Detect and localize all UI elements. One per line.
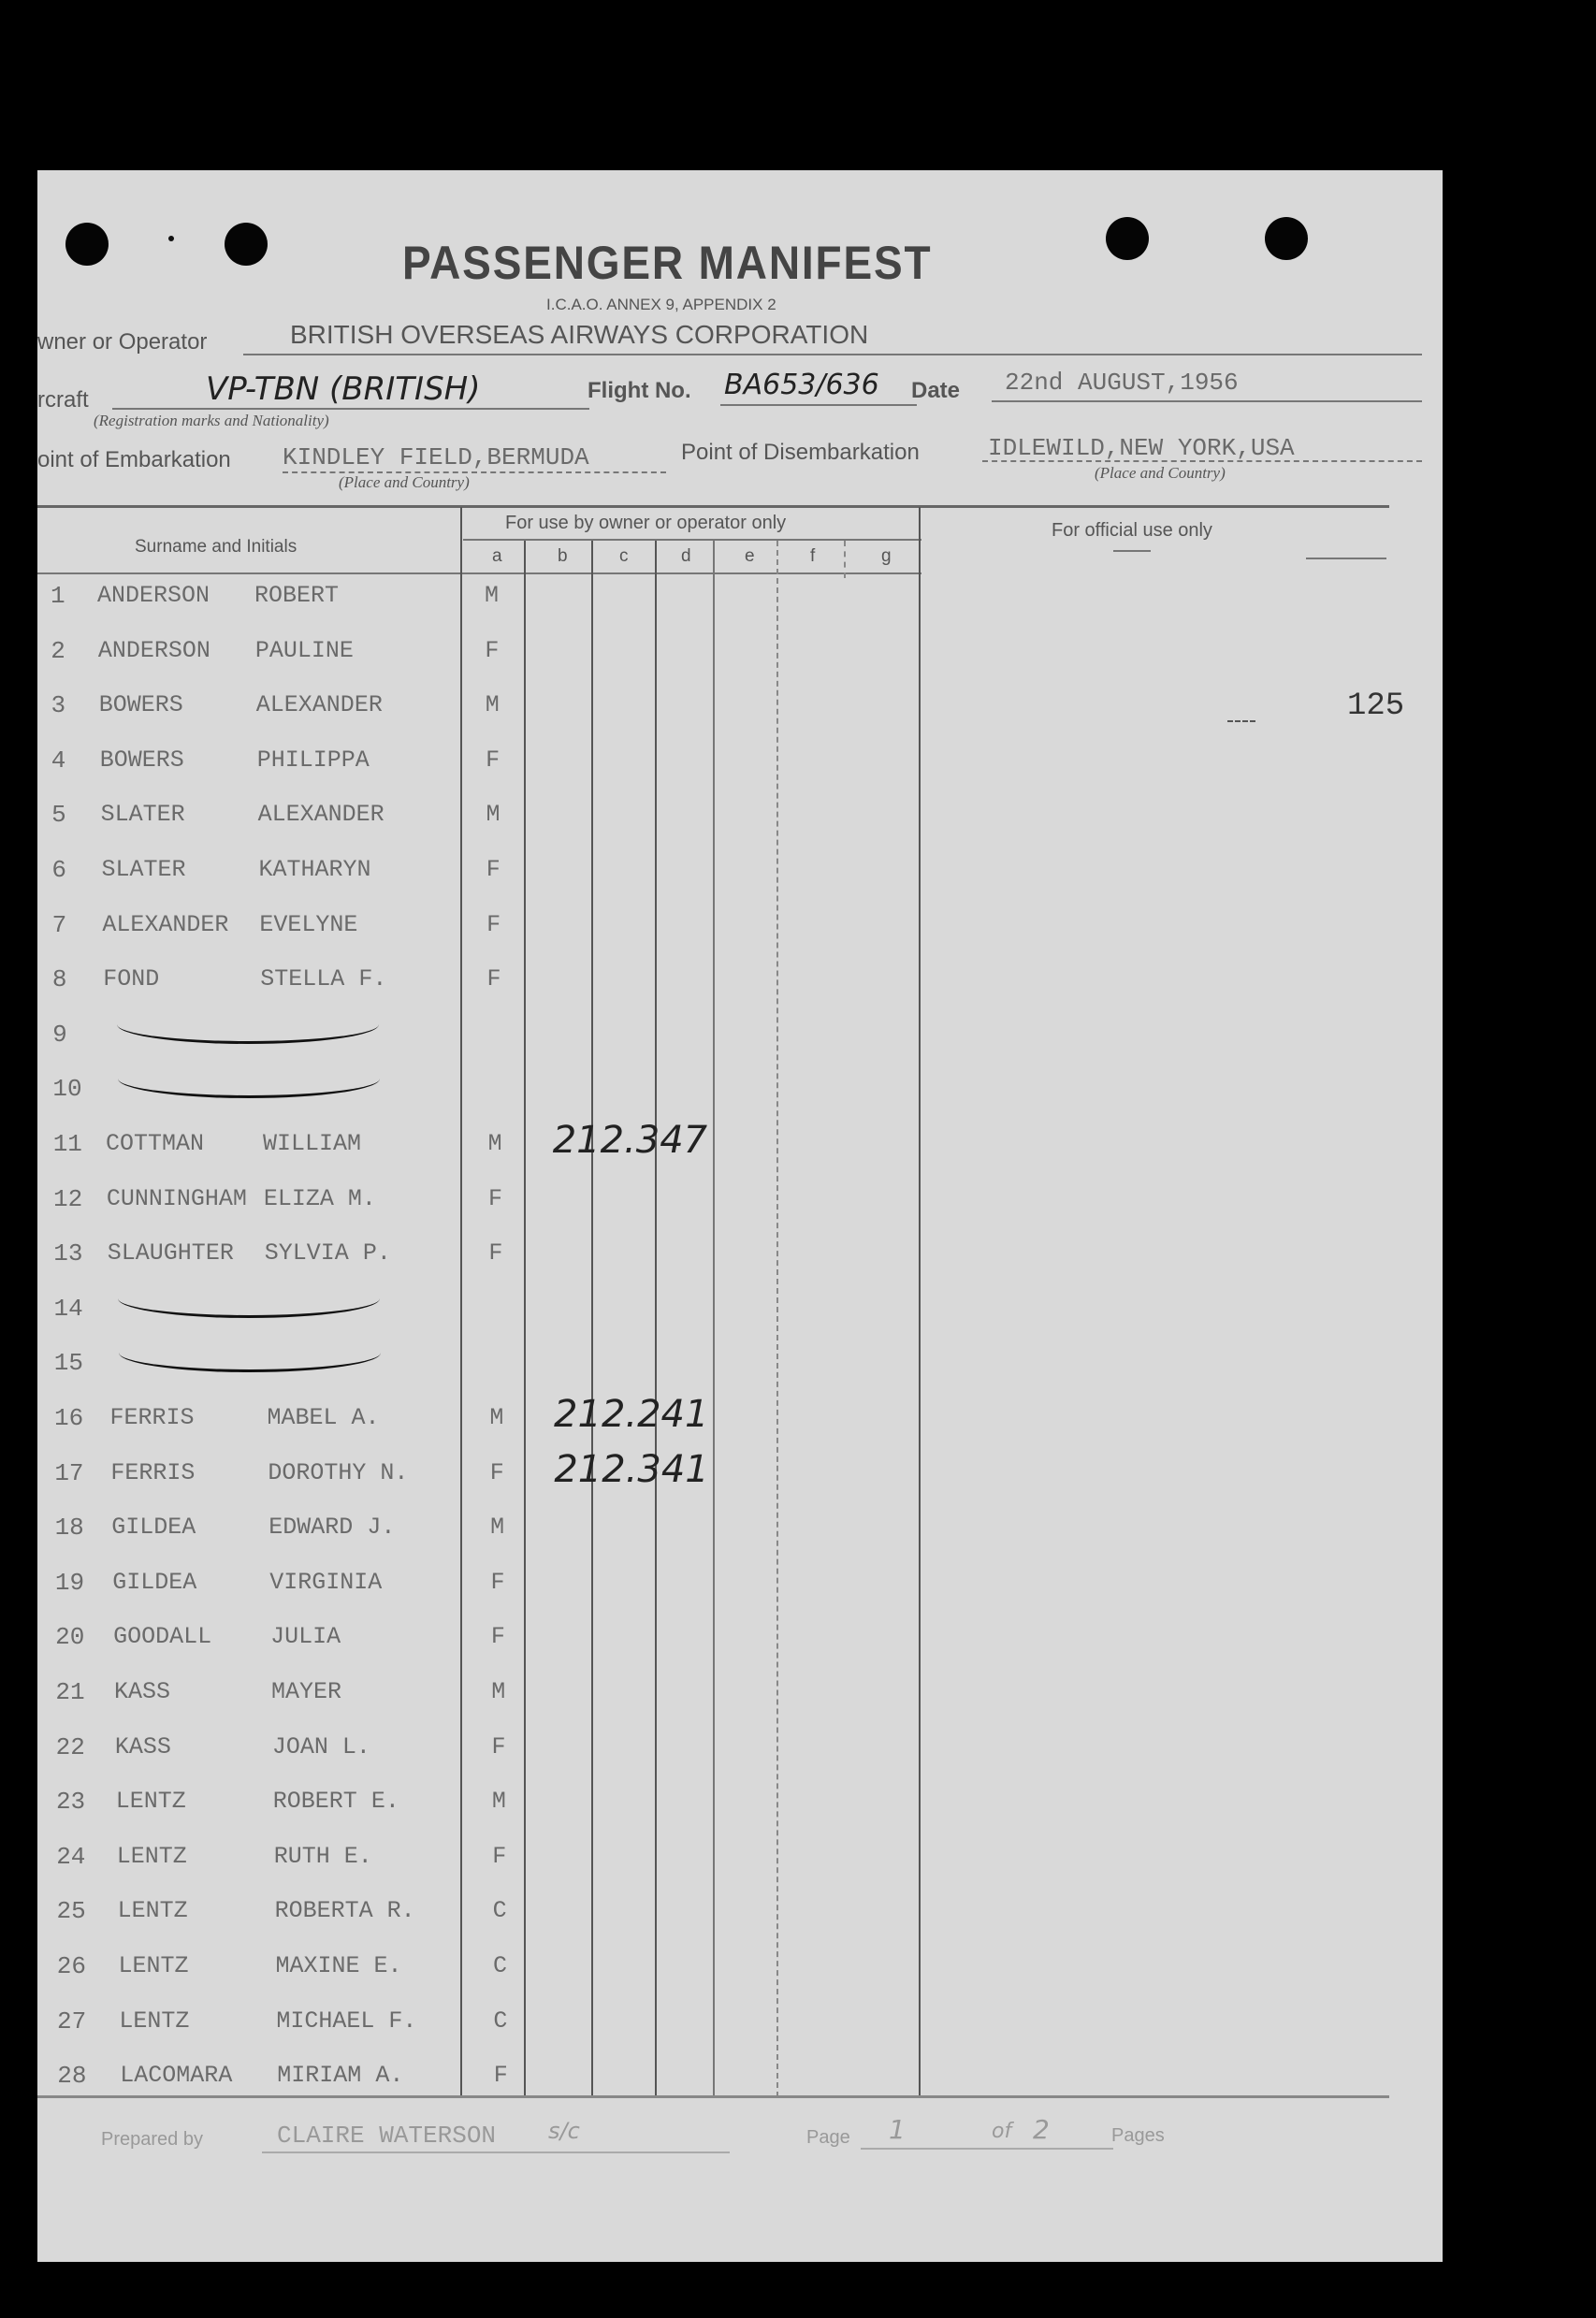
surname: FERRIS xyxy=(110,1458,196,1486)
header-bottom-rule xyxy=(37,572,921,574)
first-name: PHILIPPA xyxy=(256,746,370,774)
sex-code: F xyxy=(488,1239,503,1268)
surname: COTTMAN xyxy=(106,1130,205,1157)
row-number: 14 xyxy=(53,1294,83,1323)
table-row xyxy=(37,1185,1443,1223)
surname: LENTZ xyxy=(118,1952,189,1979)
sex-code: F xyxy=(486,910,501,938)
first-name: EVELYNE xyxy=(259,910,358,938)
surname: KASS xyxy=(114,1678,171,1705)
aircraft-label: rcraft xyxy=(37,387,89,413)
first-name: ALEXANDER xyxy=(255,691,383,719)
sex-code: F xyxy=(491,1732,506,1760)
surname: ANDERSON xyxy=(97,582,210,609)
table-row xyxy=(37,911,1443,949)
sex-code: F xyxy=(490,1568,505,1596)
surname: ANDERSON xyxy=(97,636,210,664)
table-row xyxy=(37,582,1443,619)
prepared-role: s/c xyxy=(548,2118,580,2144)
date-underline xyxy=(992,400,1422,402)
punch-mark xyxy=(168,236,174,241)
table-row xyxy=(37,856,1443,893)
table-row xyxy=(37,1075,1443,1112)
row-number: 10 xyxy=(52,1075,82,1104)
table-row xyxy=(37,691,1443,729)
surname: GILDEA xyxy=(112,1568,197,1596)
sex-code: F xyxy=(486,965,501,993)
handwritten-code: 212.341 xyxy=(554,1447,709,1491)
official-number: 125 xyxy=(1347,688,1405,724)
col-divider-f xyxy=(844,541,846,578)
sex-code: C xyxy=(493,1952,508,1979)
surname: ALEXANDER xyxy=(102,910,229,938)
surname: GOODALL xyxy=(113,1623,212,1651)
table-row xyxy=(37,1349,1443,1386)
sex-code: M xyxy=(490,1514,505,1542)
table-row xyxy=(37,1119,1443,1167)
table-row xyxy=(37,2062,1443,2099)
first-name: WILLIAM xyxy=(263,1130,362,1157)
row-number: 27 xyxy=(57,2007,87,2035)
sub-column-e: e xyxy=(745,546,755,566)
official-rule-2 xyxy=(1306,558,1386,559)
surname: KASS xyxy=(114,1732,171,1760)
owner-underline xyxy=(243,354,1422,355)
owner-header-rule xyxy=(463,539,921,541)
prepared-underline xyxy=(262,2151,730,2153)
surname: LENTZ xyxy=(119,2007,190,2035)
first-name: ROBERT xyxy=(254,582,340,609)
flight-underline xyxy=(720,404,917,406)
owner-use-header: For use by owner or operator only xyxy=(505,513,787,533)
row-number: 23 xyxy=(55,1788,86,1817)
first-name: ALEXANDER xyxy=(257,801,384,829)
owner-value: BRITISH OVERSEAS AIRWAYS CORPORATION xyxy=(290,320,869,349)
first-name: MAXINE E. xyxy=(275,1952,402,1979)
sex-code: F xyxy=(486,746,501,774)
first-name: ROBERT E. xyxy=(272,1788,399,1816)
first-name: JOAN L. xyxy=(271,1732,370,1760)
table-top-rule xyxy=(37,505,1389,508)
surname: BOWERS xyxy=(98,691,183,719)
surname: LENTZ xyxy=(117,1897,188,1925)
struck-out-line xyxy=(117,1021,379,1044)
aircraft-underline xyxy=(112,408,589,410)
sex-code: F xyxy=(490,1623,505,1651)
punch-hole-left xyxy=(65,223,109,266)
first-name: STELLA F. xyxy=(260,965,387,993)
page-label: Page xyxy=(806,2127,850,2148)
surname: SLAUGHTER xyxy=(107,1239,234,1268)
surname: FOND xyxy=(103,965,160,993)
surname: LENTZ xyxy=(115,1788,186,1816)
of-value: 2 xyxy=(1033,2114,1050,2145)
sex-code: C xyxy=(492,1897,507,1925)
row-number: 6 xyxy=(51,856,66,884)
row-number: 17 xyxy=(54,1458,84,1487)
sex-code: M xyxy=(487,1130,502,1157)
first-name: MICHAEL F. xyxy=(276,2007,417,2035)
handwritten-code: 212.241 xyxy=(554,1393,709,1436)
page-value: 1 xyxy=(889,2114,906,2145)
table-row xyxy=(37,2007,1443,2045)
prepared-value: CLAIRE WATERSON xyxy=(277,2122,497,2150)
row-number: 24 xyxy=(56,1842,86,1871)
sex-code: F xyxy=(487,1184,502,1212)
surname: SLATER xyxy=(101,856,186,883)
punch-hole-right-2 xyxy=(1265,217,1308,260)
table-row xyxy=(37,1021,1443,1058)
row-number: 4 xyxy=(51,746,66,775)
first-name: ELIZA M. xyxy=(263,1184,376,1212)
surname: CUNNINGHAM xyxy=(106,1184,247,1212)
row-number: 28 xyxy=(57,2062,87,2091)
row-number: 1 xyxy=(51,582,65,610)
page-subtitle: I.C.A.O. ANNEX 9, APPENDIX 2 xyxy=(546,296,776,313)
table-row xyxy=(37,1788,1443,1825)
row-number: 20 xyxy=(55,1623,85,1652)
first-name: JULIA xyxy=(270,1623,341,1651)
table-row xyxy=(37,746,1443,784)
table-row xyxy=(37,1843,1443,1880)
embark-value: KINDLEY FIELD,BERMUDA xyxy=(283,443,589,471)
disembark-value: IDLEWILD,NEW YORK,USA xyxy=(988,434,1295,462)
table-row xyxy=(37,1239,1443,1277)
date-value: 22nd AUGUST,1956 xyxy=(1005,369,1239,397)
row-number: 13 xyxy=(53,1239,83,1268)
sex-code: F xyxy=(486,856,501,883)
sub-column-a: a xyxy=(492,546,502,566)
table-row xyxy=(37,1623,1443,1660)
row-number: 25 xyxy=(56,1897,86,1926)
table-row xyxy=(37,1897,1443,1934)
table-row xyxy=(37,1295,1443,1332)
row-number: 15 xyxy=(53,1349,83,1378)
first-name: MAYER xyxy=(271,1678,342,1705)
aircraft-note: (Registration marks and Nationality) xyxy=(94,412,329,429)
first-name: EDWARD J. xyxy=(268,1514,396,1542)
row-number: 21 xyxy=(55,1678,85,1706)
first-name: DOROTHY N. xyxy=(268,1458,409,1486)
first-name: ROBERTA R. xyxy=(274,1897,415,1925)
sex-code: M xyxy=(486,801,501,829)
table-row xyxy=(37,1393,1443,1442)
of-label: of xyxy=(992,2120,1012,2143)
disembark-label: Point of Disembarkation xyxy=(681,440,920,465)
row-number: 9 xyxy=(52,1020,67,1049)
surname: LENTZ xyxy=(116,1842,187,1870)
row-number: 12 xyxy=(52,1184,83,1213)
row-number: 8 xyxy=(51,965,67,994)
first-name: MABEL A. xyxy=(267,1404,380,1431)
official-rule xyxy=(1113,550,1151,552)
sex-code: M xyxy=(485,582,500,609)
sub-column-f: f xyxy=(810,546,816,566)
table-row xyxy=(37,965,1443,1003)
sub-column-d: d xyxy=(681,546,691,566)
row-number: 11 xyxy=(52,1130,82,1158)
disembark-underline xyxy=(982,460,1422,462)
row-number: 5 xyxy=(51,801,66,830)
punch-hole-right xyxy=(1106,217,1149,260)
date-label: Date xyxy=(911,378,961,403)
flight-label: Flight No. xyxy=(588,378,691,403)
row-number: 26 xyxy=(56,1952,86,1980)
disembark-note: (Place and Country) xyxy=(1095,464,1226,482)
embark-label: oint of Embarkation xyxy=(37,447,231,472)
page-title: PASSENGER MANIFEST xyxy=(402,237,933,289)
table-row xyxy=(37,1447,1443,1497)
row-number: 18 xyxy=(54,1514,84,1543)
row-number: 7 xyxy=(51,910,67,939)
surname: GILDEA xyxy=(111,1514,196,1542)
sub-column-c: c xyxy=(619,546,629,566)
table-bottom-rule xyxy=(37,2095,1389,2098)
sex-code: M xyxy=(491,1788,506,1816)
sex-code: M xyxy=(491,1678,506,1705)
aircraft-value: VP-TBN (BRITISH) xyxy=(206,370,481,408)
table-row xyxy=(37,1733,1443,1771)
sub-column-b: b xyxy=(558,546,568,566)
struck-out-line xyxy=(119,1349,381,1372)
row-number: 22 xyxy=(55,1732,85,1761)
manifest-sheet xyxy=(37,170,1443,2262)
prepared-label: Prepared by xyxy=(101,2129,203,2150)
handwritten-code: 212.347 xyxy=(552,1119,708,1162)
table-row xyxy=(37,1678,1443,1716)
row-number: 3 xyxy=(51,691,66,720)
struck-out-line xyxy=(118,1075,380,1098)
first-name: KATHARYN xyxy=(258,856,371,883)
first-name: RUTH E. xyxy=(273,1842,372,1870)
sex-code: F xyxy=(489,1458,504,1486)
surname: BOWERS xyxy=(99,746,184,774)
row-number: 19 xyxy=(54,1568,85,1597)
first-name: MIRIAM A. xyxy=(277,2062,404,2090)
surname: LACOMARA xyxy=(120,2062,233,2090)
struck-out-line xyxy=(118,1295,380,1318)
sex-code: F xyxy=(485,636,500,664)
surname: SLATER xyxy=(100,801,185,829)
sex-code: F xyxy=(492,1842,507,1870)
col-name-header: Surname and Initials xyxy=(135,537,297,557)
official-header: For official use only xyxy=(1052,520,1212,541)
embark-note: (Place and Country) xyxy=(339,473,470,491)
row-number: 2 xyxy=(51,636,65,665)
table-row xyxy=(37,1569,1443,1606)
first-name: PAULINE xyxy=(254,636,354,664)
table-row xyxy=(37,1952,1443,1990)
table-row xyxy=(37,637,1443,674)
punch-hole-left-2 xyxy=(225,223,268,266)
owner-label: wner or Operator xyxy=(37,329,208,355)
sex-code: C xyxy=(493,2007,508,2035)
row-number: 16 xyxy=(54,1404,84,1432)
pages-label: Pages xyxy=(1111,2125,1165,2146)
surname: FERRIS xyxy=(109,1404,195,1431)
sex-code: M xyxy=(485,691,500,719)
first-name: SYLVIA P. xyxy=(264,1239,391,1268)
table-row xyxy=(37,801,1443,838)
first-name: VIRGINIA xyxy=(269,1568,383,1596)
sex-code: M xyxy=(489,1404,504,1431)
sub-column-g: g xyxy=(881,546,892,566)
flight-value: BA653/636 xyxy=(724,369,879,401)
table-row xyxy=(37,1514,1443,1551)
page-underline xyxy=(861,2148,1113,2150)
sex-code: F xyxy=(493,2062,508,2090)
